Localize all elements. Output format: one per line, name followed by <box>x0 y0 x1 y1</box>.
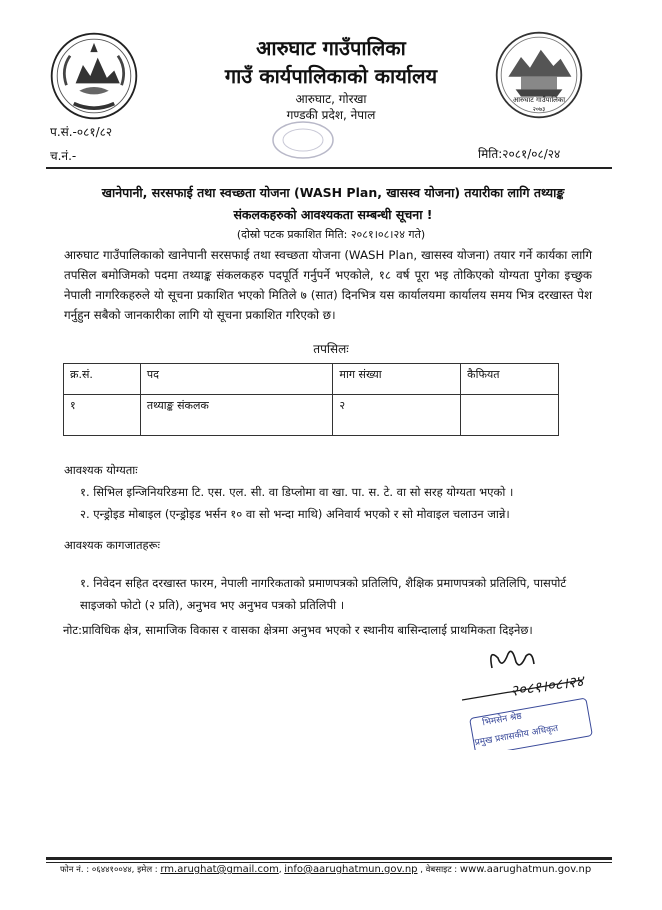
phone-label: फोन नं. : <box>60 865 90 875</box>
table-row <box>64 395 559 436</box>
logo-year: २०७३ <box>532 106 546 113</box>
header-post: पद <box>140 364 333 395</box>
office-stamp <box>268 118 338 162</box>
dispatch-number: च.नं.- <box>50 149 77 163</box>
footer-divider-thin <box>46 862 612 863</box>
signature-block <box>462 640 602 750</box>
qualification-item: २. एन्ड्रोइड मोबाइल (एन्ड्रोइड भर्सन १० वा सो भन्दा माथि) अनिवार्य भएको र सो मोवाइल चलाउन जान्ने। <box>80 507 510 521</box>
cell-demand-count: २ <box>333 395 461 436</box>
office-title: गाउँ कार्यपालिकाको कार्यालय <box>224 64 438 88</box>
office-name: आरुघाट गाउँपालिका <box>256 36 406 60</box>
notice-title-line-2: संकलकहरुको आवश्यकता सम्बन्धी सूचना ! <box>233 207 433 222</box>
website-label: , वेबसाइट : <box>420 865 458 875</box>
vacancy-table <box>63 363 559 436</box>
qualification-item: १. सिभिल इन्जिनियरिङमा टि. एस. एल. सी. वा डिप्लोमा वा खा. पा. स. टे. वा सो सरह योग्यता भएको । <box>80 485 514 499</box>
tapsil-label: तपसिलः <box>313 342 349 356</box>
table-header-row <box>64 364 559 395</box>
footer-divider <box>46 857 612 860</box>
qualifications-heading: आवश्यक योग्यताः <box>64 463 138 477</box>
handwritten-date: २०८१।०८।२४ <box>509 671 585 701</box>
reference-number: प.सं.-०८१/८२ <box>50 125 113 139</box>
notice-body: आरुघाट गाउँपालिकाको खानेपानी सरसफाई तथा स्वच्छता योजना (WASH Plan, खासस्व योजना) तयार गर्ने कार्यका लागि तपसिल बमोजिमको पदमा तथ्याङ्क संकलकहरु पदपूर्ति गर्नुपर्ने भएकोले, १८ वर्ष पूरा भइ तोकिएको योग्यता पुगेका इच्छुक नेपाली नागरिकहरुले यो सूचना प्रकाशित भएको मितिले ७ (सात) दिनभित्र यस कार्यालयमा कार्यालय समय भित्र दरखास्त पेश गर्नुहुन सबैको जानकारीका लागि यो सूचना प्रकाशित गरिएको छ। <box>64 248 592 322</box>
email-link-1[interactable]: rm.arughat@gmail.com <box>160 864 279 875</box>
letter-date: मिति:२०८१/०८/२४ <box>478 147 561 161</box>
notice-title-line-1: खानेपानी, सरसफाई तथा स्वच्छता योजना (WASH Plan, खासस्व योजना) तयारीका लागि तथ्याङ्क <box>101 185 565 200</box>
logo-caption: आरुघाट गाउँपालिका <box>512 96 566 104</box>
stamp-title: प्रमुख प्रशासकीय अधिकृत <box>474 723 559 749</box>
address-line-2: गण्डकी प्रदेश, नेपाल <box>286 108 376 122</box>
priority-note: नोट:प्राविधिक क्षेत्र, सामाजिक विकास र वासका क्षेत्रमा अनुभव भएको र स्थानीय बासिन्दालाई प्राथमिकता दिइनेछ। <box>63 623 533 637</box>
cell-serial: १ <box>64 395 141 436</box>
footer <box>60 864 620 875</box>
website-link[interactable]: www.aarughatmun.gov.np <box>459 864 592 875</box>
republished-date: (दोस्रो पटक प्रकाशित मिति: २०८१।०८।२४ गते) <box>236 228 426 241</box>
footer-separator: , <box>278 865 282 875</box>
stamp-name: भिमसेन श्रेष्ठ <box>481 711 523 729</box>
header-divider <box>46 167 612 169</box>
aarughat-municipality-logo <box>494 30 584 120</box>
email-label: इमेल : <box>137 865 158 875</box>
notice-title <box>60 182 606 226</box>
document-item: १. निवेदन सहित दरखास्त फारम, नेपाली नागरिकताको प्रमाणपत्रको प्रतिलिपि, शैक्षिक प्रमाणपत्रको प्रतिलिपि, पासपोर्ट साइजको फोटो (२ प्रति), अनुभव भए अनुभव पत्रको प्रतिलिपी । <box>80 576 567 612</box>
phone-number: ०६४४१००४४, <box>91 865 135 875</box>
documents-heading: आवश्यक कागजातहरूः <box>64 538 160 552</box>
header-remarks: कैफियत <box>461 364 559 395</box>
cell-post: तथ्याङ्क संकलक <box>140 395 333 436</box>
email-link-2[interactable]: info@aarughatmun.gov.np <box>284 864 418 875</box>
cell-remarks <box>461 395 559 436</box>
header-demand-count: माग संख्या <box>333 364 461 395</box>
header-serial: क्र.सं. <box>64 364 141 395</box>
address-line-1: आरुघाट, गोरखा <box>295 92 367 106</box>
